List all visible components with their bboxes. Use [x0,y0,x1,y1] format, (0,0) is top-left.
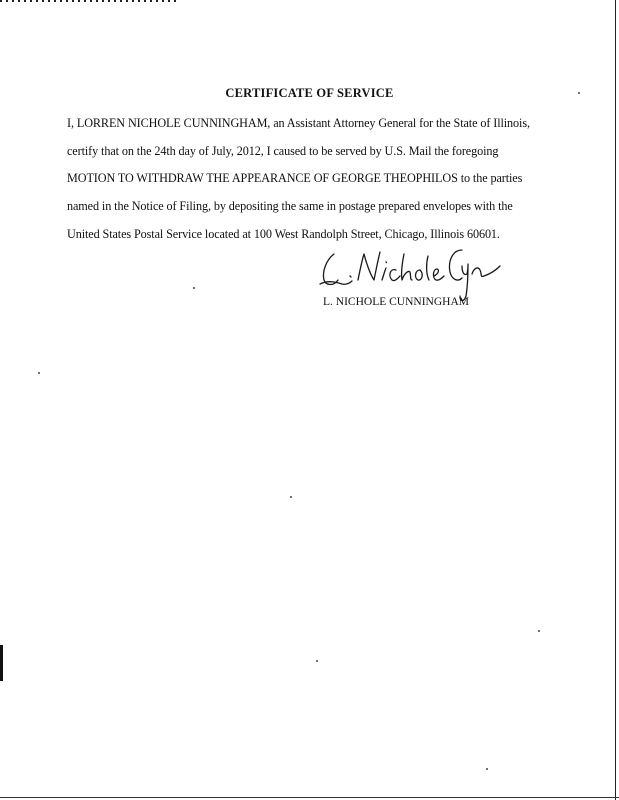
scan-speck [290,496,292,498]
body-line-3: MOTION TO WITHDRAW THE APPEARANCE OF GEORGE THEOPHILOS to the parties [67,171,523,185]
certificate-title [0,86,619,101]
scan-speck [486,768,488,770]
body-line-2: certify that on the 24th day of July, 2012, I caused to be served by U.S. Mail the foregoing [67,144,499,158]
scan-edge-left-mark [0,645,3,681]
scan-edge-bottom [0,797,619,798]
scan-edge-top [0,0,180,2]
scan-speck [316,660,318,662]
scan-edge-right [615,0,616,800]
body-line-4: named in the Notice of Filing, by depositing the same in postage prepared envelopes with the [67,199,513,213]
body-line-1: I, LORREN NICHOLE CUNNINGHAM, an Assistant Attorney General for the State of Illinois, [67,116,530,130]
scan-speck [538,630,540,632]
certificate-title-text: CERTIFICATE OF SERVICE [225,86,394,100]
body-line-5: United States Postal Service located at 100 West Randolph Street, Chicago, Illinois 60601. [67,227,500,241]
signer-name: L. NICHOLE CUNNINGHAM [323,296,469,308]
scan-speck [38,372,40,374]
scan-speck [193,287,195,289]
